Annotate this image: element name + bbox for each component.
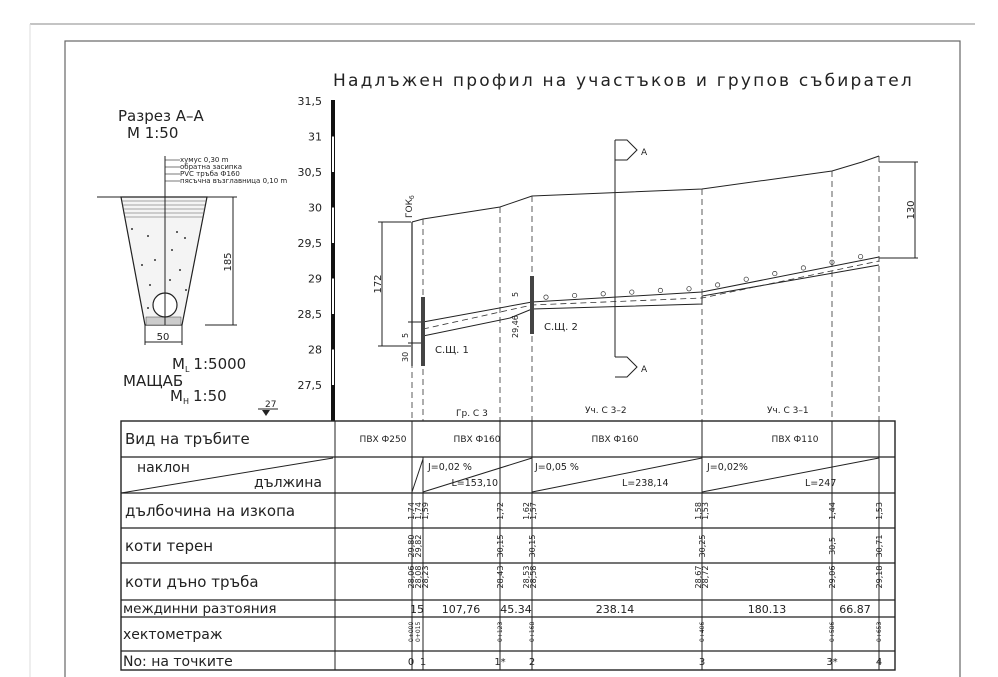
table-value: 28,53 xyxy=(522,565,531,589)
svg-text:пясъчна възглавница 0,10 m: пясъчна възглавница 0,10 m xyxy=(180,177,288,185)
pipe-marker xyxy=(687,287,691,291)
svg-text:хумус 0,30 m: хумус 0,30 m xyxy=(180,156,229,164)
point-number: 0 xyxy=(407,657,415,668)
pipe-marker xyxy=(572,293,576,297)
section-a-a xyxy=(97,107,287,345)
table-value: 30,25 xyxy=(698,534,707,558)
svg-text:172: 172 xyxy=(373,274,384,294)
table-value: 30,15 xyxy=(496,534,505,558)
section-scale: М 1:50 xyxy=(127,124,179,142)
point-number: 1 xyxy=(419,657,427,668)
chainage-value: 0+653 xyxy=(876,621,883,642)
datum-label: 27 xyxy=(265,400,277,410)
pipe-marker xyxy=(858,254,862,258)
chainage-value: 0+168 xyxy=(529,621,536,642)
svg-text:PVC тръба Ф160: PVC тръба Ф160 xyxy=(180,170,240,178)
pipe-marker xyxy=(801,266,805,270)
svg-text:MH1:50: $M_H$ 1:50 xyxy=(170,387,227,406)
table-value: 30,5 xyxy=(828,537,837,555)
pipe-marker xyxy=(544,295,548,299)
axis-tick-label: 30,5 xyxy=(297,166,322,179)
manhole-1 xyxy=(421,297,425,366)
point-number: 1* xyxy=(494,657,506,668)
pipe-marker xyxy=(658,288,662,292)
svg-text:дължина: дължина xyxy=(254,475,322,491)
scales-block xyxy=(123,355,246,406)
svg-text:5: 5 xyxy=(401,332,410,338)
point-number: 3 xyxy=(698,657,706,668)
svg-text:ПВХ Ф110: ПВХ Ф110 xyxy=(771,435,819,445)
distance-value: 66.87 xyxy=(839,603,871,616)
segment-label: Уч. С 3–2 xyxy=(585,406,627,416)
profile xyxy=(340,140,918,421)
pipe-marker xyxy=(744,277,748,281)
table-value: 1,74 xyxy=(407,502,416,520)
distance-value: 238.14 xyxy=(595,603,635,616)
svg-text:L=238,14: L=238,14 xyxy=(622,478,669,489)
distance-value: 180.13 xyxy=(747,603,787,616)
axis-tick-label: 29,5 xyxy=(297,237,322,250)
table-value: 29,18 xyxy=(875,565,884,589)
width-dimension: 50 xyxy=(156,332,170,343)
table-value: 30,15 xyxy=(528,534,537,558)
distance-value: 15 xyxy=(410,603,424,616)
axis-tick-label: 30 xyxy=(308,201,322,215)
table-value: 29,80 xyxy=(407,534,416,558)
svg-text:ГОКб: $ГОК_б$ xyxy=(405,195,416,218)
svg-text:29,46: 29,46 xyxy=(511,315,520,338)
table-value: 1,58 xyxy=(694,502,703,520)
table-value: 29,82 xyxy=(414,534,423,558)
axis-tick-label: 28,5 xyxy=(297,308,322,321)
svg-text:130: 130 xyxy=(906,200,917,220)
pipe-marker xyxy=(715,283,719,287)
segment-label: Уч. С 3–1 xyxy=(767,406,809,416)
manhole-2 xyxy=(530,276,534,334)
table-value: 1,72 xyxy=(496,502,505,520)
table-value: 29,06 xyxy=(828,565,837,589)
svg-text:ПВХ Ф250: ПВХ Ф250 xyxy=(359,435,407,445)
scale-label: МАЩАБ xyxy=(123,372,184,390)
svg-text:L=153,10: L=153,10 xyxy=(451,478,498,489)
svg-text:ПВХ Ф160: ПВХ Ф160 xyxy=(591,435,639,445)
point-number: 3* xyxy=(826,657,838,668)
svg-text:J=0,02%: J=0,02% xyxy=(707,462,748,473)
chainage-value: 0+015 xyxy=(415,621,422,642)
svg-text:А: А xyxy=(641,148,648,158)
table-value: 1,44 xyxy=(828,502,837,520)
manhole-2-label: С.Щ. 2 xyxy=(544,322,578,333)
chainage-value: 0+123 xyxy=(497,621,504,642)
svg-text:обратна засипка: обратна засипка xyxy=(180,163,243,171)
manhole-1-label: С.Щ. 1 xyxy=(435,345,469,356)
svg-text:междинни разтояния: междинни разтояния xyxy=(123,601,277,617)
table-value: 30,71 xyxy=(875,534,884,558)
point-number: 4 xyxy=(875,657,883,668)
table-value: 28,06 xyxy=(407,565,416,589)
chainage-value: 0+586 xyxy=(829,621,836,642)
axis-tick-label: 31 xyxy=(308,130,322,144)
table-value: 28,08 xyxy=(414,565,423,589)
section-title: Разрез А–А xyxy=(118,107,204,125)
drawing-title: Надлъжен профил на участъков и групов събирател xyxy=(333,71,914,91)
pipe-top xyxy=(423,257,879,322)
svg-text:коти дъно тръба: коти дъно тръба xyxy=(125,573,259,591)
svg-text:No: на точките: No: на точките xyxy=(123,654,233,670)
svg-text:ПВХ Ф160: ПВХ Ф160 xyxy=(453,435,501,445)
svg-text:хектометраж: хектометраж xyxy=(123,627,223,643)
elevation-axis xyxy=(298,95,335,421)
ground-line xyxy=(412,156,879,222)
axis-tick-label: 28 xyxy=(308,343,322,357)
table-value: 1,74 xyxy=(414,502,423,520)
svg-text:ML1:5000: $M_L$ 1:5000 xyxy=(172,355,247,374)
svg-text:А: А xyxy=(641,365,648,375)
datum-marker-icon xyxy=(262,410,270,416)
svg-text:коти терен: коти терен xyxy=(125,537,214,555)
table-value: 1,57 xyxy=(529,502,538,520)
svg-text:дълбочина на изкопа: дълбочина на изкопа xyxy=(125,502,296,520)
svg-text:Вид на тръбите: Вид на тръбите xyxy=(125,430,250,448)
pipe-marker xyxy=(630,290,634,294)
distance-value: 107,76 xyxy=(441,603,481,616)
chainage-value: 0+406 xyxy=(699,621,706,642)
axis-tick-label: 29 xyxy=(308,272,322,286)
table-value: 28,67 xyxy=(694,565,703,589)
segment-label: Гр. С 3 xyxy=(456,409,488,419)
table-value: 28,72 xyxy=(701,565,710,589)
table-value: 1,62 xyxy=(522,502,531,520)
table-value: 1,53 xyxy=(701,502,710,520)
svg-text:L=247: L=247 xyxy=(805,478,837,489)
profile-table xyxy=(121,421,895,670)
distance-value: 45.34 xyxy=(500,603,532,616)
table-value: 1,59 xyxy=(421,502,430,520)
svg-text:30: 30 xyxy=(401,351,410,362)
chainage-value: 0+000 xyxy=(408,621,415,642)
axis-tick-label: 31,5 xyxy=(297,95,322,108)
table-value: 1,53 xyxy=(875,502,884,520)
svg-text:наклон: наклон xyxy=(137,460,190,476)
axis-tick-label: 27,5 xyxy=(297,379,322,392)
svg-text:J=0,05 %: J=0,05 % xyxy=(535,462,579,473)
table-value: 28,43 xyxy=(496,565,505,589)
svg-text:J=0,02 %: J=0,02 % xyxy=(428,462,472,473)
pipe-marker xyxy=(601,292,605,296)
table-value: 28,58 xyxy=(529,565,538,589)
point-number: 2 xyxy=(528,657,536,668)
table-value: 28,23 xyxy=(421,565,430,589)
pipe-marker xyxy=(773,271,777,275)
depth-dimension: 185 xyxy=(223,252,234,272)
svg-text:5: 5 xyxy=(511,291,520,297)
